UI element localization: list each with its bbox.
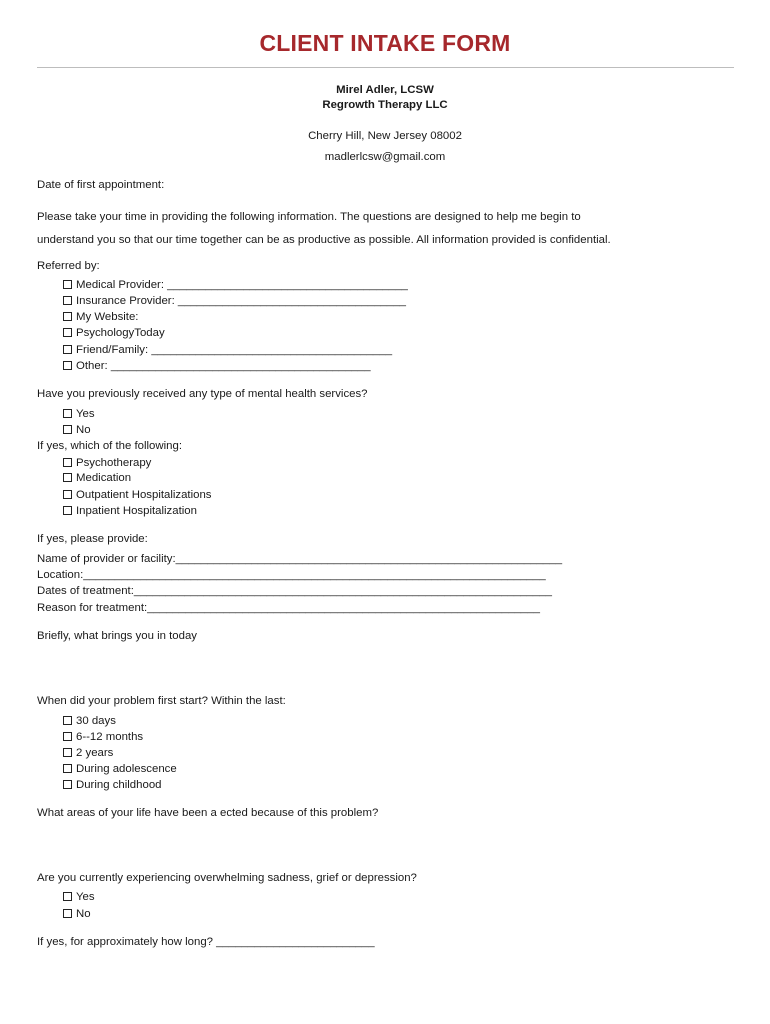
- previous-services-question: Have you previously received any type of mental health services?: [37, 388, 368, 400]
- provider-name-field[interactable]: Name of provider or facility:_____________________________________________________________: [37, 553, 563, 565]
- referred-option-insurance[interactable]: Insurance Provider: ____________________________________: [63, 295, 406, 307]
- date-first-appointment-label: Date of first appointment:: [37, 179, 165, 191]
- referred-option-friend-family[interactable]: Friend/Family: ______________________________________: [63, 344, 392, 356]
- referred-by-label: Referred by:: [37, 260, 100, 272]
- checkbox[interactable]: [63, 909, 72, 918]
- provider-location-field[interactable]: Location:_________________________________________________________________________: [37, 569, 546, 581]
- practice-address: Cherry Hill, New Jersey 08002: [308, 130, 462, 142]
- previous-services-no[interactable]: No: [63, 424, 91, 436]
- brings-you-question: Briefly, what brings you in today: [37, 630, 197, 642]
- checkbox[interactable]: [63, 328, 72, 337]
- sadness-duration-field[interactable]: If yes, for approximately how long? _________________________: [37, 936, 375, 948]
- problem-start-adolescence[interactable]: During adolescence: [63, 763, 177, 775]
- title-divider: [37, 67, 734, 68]
- checkbox[interactable]: [63, 345, 72, 354]
- checkbox[interactable]: [63, 425, 72, 434]
- checkbox[interactable]: [63, 892, 72, 901]
- checkbox[interactable]: [63, 280, 72, 289]
- provider-info-label: If yes, please provide:: [37, 533, 148, 545]
- treatment-reason-field[interactable]: Reason for treatment:______________________________________________________________: [37, 602, 540, 614]
- checkbox[interactable]: [63, 506, 72, 515]
- checkbox[interactable]: [63, 473, 72, 482]
- therapist-name: Mirel Adler, LCSW: [336, 84, 434, 96]
- referred-option-other[interactable]: Other: _________________________________________: [63, 360, 371, 372]
- checkbox[interactable]: [63, 764, 72, 773]
- which-services-label: If yes, which of the following:: [37, 440, 182, 452]
- treatment-dates-field[interactable]: Dates of treatment:__________________________________________________________________: [37, 585, 552, 597]
- checkbox[interactable]: [63, 409, 72, 418]
- problem-start-30-days[interactable]: 30 days: [63, 715, 116, 727]
- sadness-no[interactable]: No: [63, 908, 91, 920]
- sadness-yes[interactable]: Yes: [63, 891, 95, 903]
- previous-services-yes[interactable]: Yes: [63, 408, 95, 420]
- referred-option-medical[interactable]: Medical Provider: ______________________________________: [63, 279, 408, 291]
- intro-text-line-1: Please take your time in providing the following information. The questions are designed to help me begin to: [37, 211, 581, 223]
- problem-start-2-years[interactable]: 2 years: [63, 747, 113, 759]
- problem-start-question: When did your problem first start? Within the last:: [37, 695, 286, 707]
- practice-email: madlerlcsw@gmail.com: [324, 151, 446, 163]
- checkbox[interactable]: [63, 296, 72, 305]
- checkbox[interactable]: [63, 361, 72, 370]
- checkbox[interactable]: [63, 458, 72, 467]
- referred-option-psychologytoday[interactable]: PsychologyToday: [63, 327, 165, 339]
- service-psychotherapy[interactable]: Psychotherapy: [63, 457, 151, 469]
- checkbox[interactable]: [63, 312, 72, 321]
- checkbox[interactable]: [63, 490, 72, 499]
- areas-affected-question: What areas of your life have been a ected because of this problem?: [37, 807, 379, 819]
- service-medication[interactable]: Medication: [63, 472, 131, 484]
- service-outpatient[interactable]: Outpatient Hospitalizations: [63, 489, 212, 501]
- checkbox[interactable]: [63, 780, 72, 789]
- checkbox[interactable]: [63, 716, 72, 725]
- problem-start-childhood[interactable]: During childhood: [63, 779, 162, 791]
- practice-name: Regrowth Therapy LLC: [322, 99, 448, 111]
- checkbox[interactable]: [63, 732, 72, 741]
- referred-option-website[interactable]: My Website:: [63, 311, 138, 323]
- service-inpatient[interactable]: Inpatient Hospitalization: [63, 505, 197, 517]
- intro-text-line-2: understand you so that our time together can be as productive as possible. All information provided is confidential.: [37, 234, 611, 246]
- sadness-question: Are you currently experiencing overwhelming sadness, grief or depression?: [37, 872, 417, 884]
- problem-start-6-12-months[interactable]: 6--12 months: [63, 731, 143, 743]
- page-title: CLIENT INTAKE FORM: [259, 30, 511, 56]
- checkbox[interactable]: [63, 748, 72, 757]
